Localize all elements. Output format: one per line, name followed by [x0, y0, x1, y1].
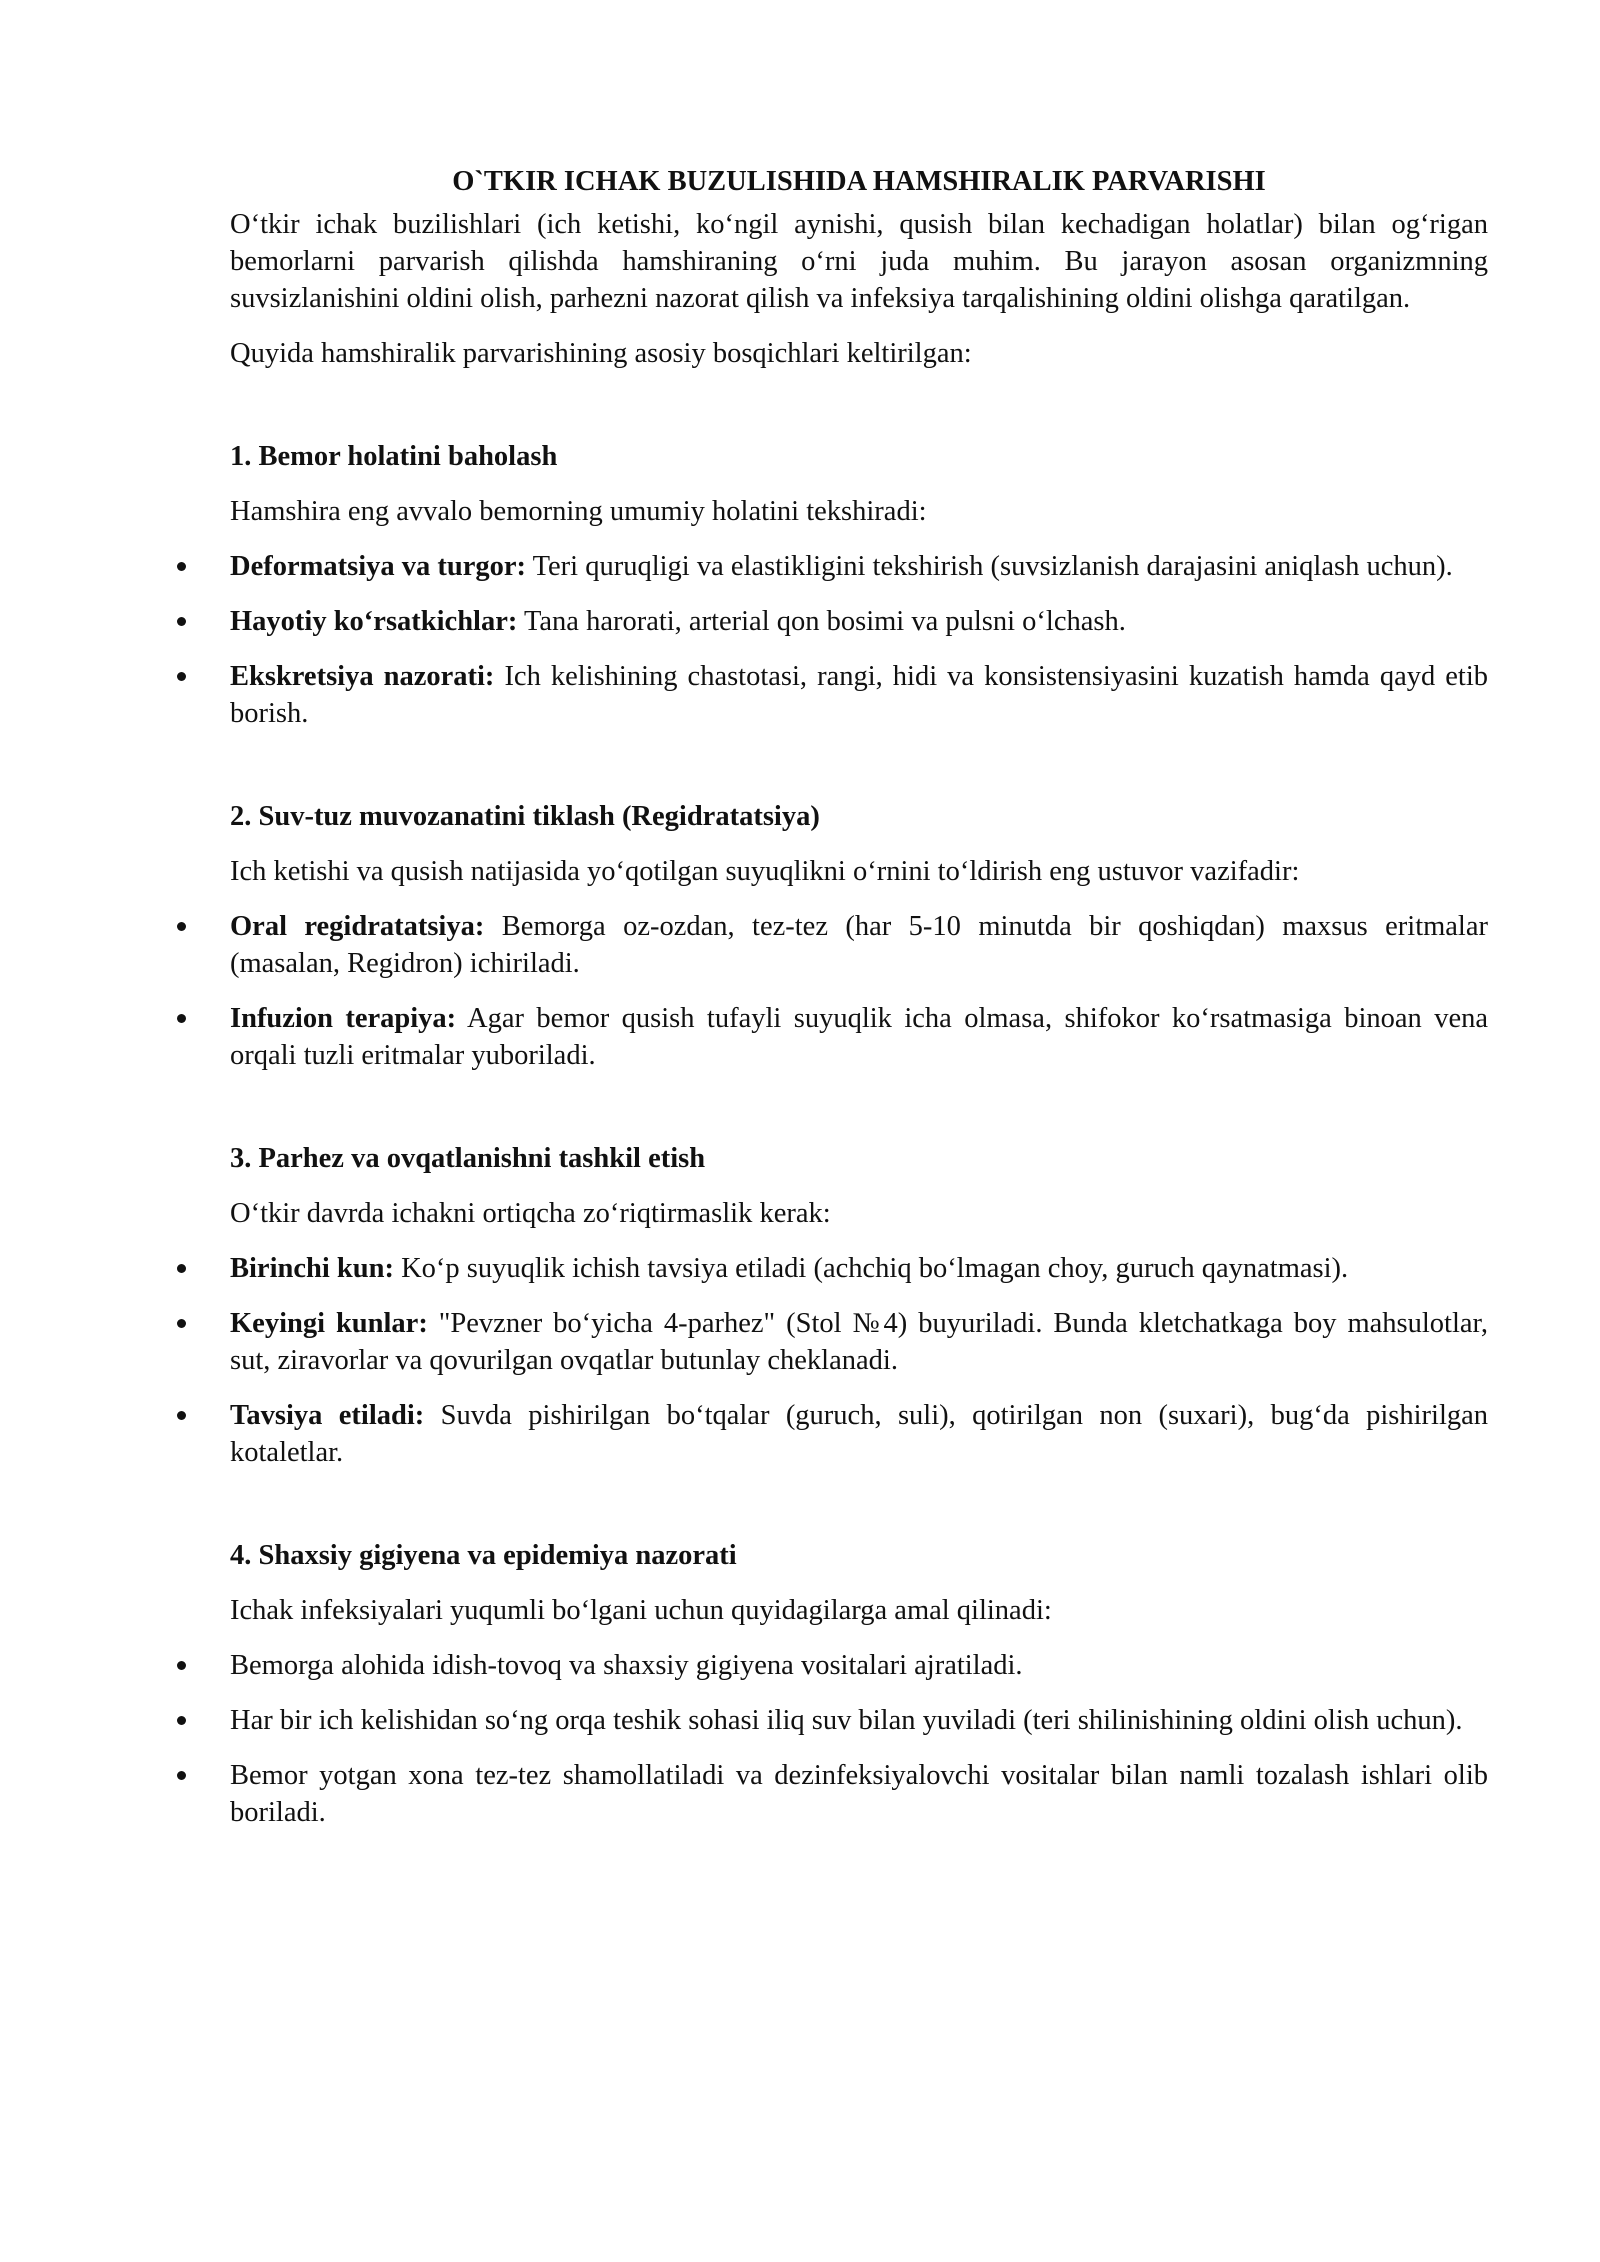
section-heading: 3. Parhez va ovqatlanishni tashkil etish [230, 1143, 706, 1174]
item-text: Ich kelishining chastotasi, rangi, hidi va konsistensiyasini kuzatish hamda qayd etib borish. [230, 661, 1488, 729]
bullet-icon [177, 672, 186, 681]
section-lead: Ichak infeksiyalari yuqumli bo‘lgani uchun quyidagilarga amal qilinadi: [230, 1595, 1052, 1626]
bullet-list [230, 1250, 1488, 1471]
bullet-icon [177, 562, 186, 571]
item-text: Bemor yotgan xona tez-tez shamollatiladi va dezinfeksiyalovchi vositalar bilan namli tozalash ishlari olib boriladi. [230, 1760, 1488, 1828]
document-body [230, 163, 1488, 1831]
section-heading: 4. Shaxsiy gigiyena va epidemiya nazorati [230, 1540, 737, 1571]
list-item [230, 1757, 1488, 1831]
section-heading: 1. Bemor holatini baholash [230, 441, 558, 472]
bullet-icon [177, 1411, 186, 1420]
item-text: "Pevzner bo‘yicha 4-parhez" (Stol №4) buyuriladi. Bunda kletchatkaga boy mahsulotlar, sut, ziravorlar va qovurilgan ovqatlar butunlay cheklanadi. [230, 1308, 1488, 1376]
item-label: Oral regidratatsiya: [230, 911, 485, 942]
item-text: Bemorga oz-ozdan, tez-tez (har 5-10 minutda bir qoshiqdan) maxsus eritmalar (masalan, Regidron) ichiriladi. [230, 911, 1488, 979]
section-heading: 2. Suv-tuz muvozanatini tiklash (Regidratatsiya) [230, 801, 820, 832]
item-text: Tana harorati, arterial qon bosimi va pulsni o‘lchash. [517, 606, 1126, 637]
item-label: Birinchi kun: [230, 1253, 394, 1284]
section-rehydration [230, 798, 1488, 1074]
item-text: Har bir ich kelishidan so‘ng orqa teshik sohasi iliq suv bilan yuviladi (teri shilinishining oldini olish uchun). [230, 1705, 1463, 1736]
section-lead: Ich ketishi va qusish natijasida yo‘qotilgan suyuqlikni o‘rnini to‘ldirish eng ustuvor vazifadir: [230, 856, 1300, 887]
section-hygiene [230, 1537, 1488, 1831]
bullet-icon [177, 1319, 186, 1328]
intro-paragraph: O‘tkir ichak buzilishlari (ich ketishi, ko‘ngil aynishi, qusish bilan kechadigan holatlar) bilan og‘rigan bemorlarni parvarish qilishda hamshiraning o‘rni juda muhim. Bu jarayon asosan organizmning suvsizlanishini oldini olish, parhezni nazorat qilish va infeksiya tarqalishining oldini olishga qaratilgan. [230, 209, 1488, 314]
list-item [230, 548, 1488, 585]
section-diet [230, 1140, 1488, 1471]
list-item [230, 908, 1488, 982]
list-item [230, 1250, 1488, 1287]
section-lead: Hamshira eng avvalo bemorning umumiy holatini tekshiradi: [230, 496, 927, 527]
bullet-icon [177, 1716, 186, 1725]
document-title: O`TKIR ICHAK BUZULISHIDA HAMSHIRALIK PARVARISHI [452, 166, 1266, 197]
section-assessment [230, 438, 1488, 732]
bullet-icon [177, 617, 186, 626]
item-text: Suvda pishirilgan bo‘tqalar (guruch, suli), qotirilgan non (suxari), bug‘da pishirilgan kotaletlar. [230, 1400, 1489, 1468]
list-item [230, 658, 1488, 732]
list-item [230, 1305, 1488, 1379]
item-text: Bemorga alohida idish-tovoq va shaxsiy gigiyena vositalari ajratiladi. [230, 1650, 1023, 1681]
list-item [230, 1647, 1488, 1684]
bullet-icon [177, 1264, 186, 1273]
item-text: Agar bemor qusish tufayli suyuqlik icha olmasa, shifokor ko‘rsatmasiga binoan vena orqali tuzli eritmalar yuboriladi. [230, 1003, 1488, 1071]
list-item [230, 1000, 1488, 1074]
bullet-icon [177, 1771, 186, 1780]
section-lead: O‘tkir davrda ichakni ortiqcha zo‘riqtirmaslik kerak: [230, 1198, 831, 1229]
bullet-icon [177, 1014, 186, 1023]
bullet-icon [177, 1661, 186, 1670]
item-label: Ekskretsiya nazorati: [230, 661, 495, 692]
list-item [230, 1702, 1488, 1739]
intro-lead: Quyida hamshiralik parvarishining asosiy bosqichlari keltirilgan: [230, 338, 972, 369]
list-item [230, 603, 1488, 640]
item-text: Ko‘p suyuqlik ichish tavsiya etiladi (achchiq bo‘lmagan choy, guruch qaynatmasi). [393, 1253, 1349, 1284]
item-label: Tavsiya etiladi: [230, 1400, 425, 1431]
bullet-list [230, 548, 1488, 732]
bullet-list [230, 1647, 1488, 1831]
item-label: Deformatsiya va turgor: [230, 551, 526, 582]
item-label: Hayotiy ko‘rsatkichlar: [230, 606, 518, 637]
list-item [230, 1397, 1488, 1471]
bullet-icon [177, 922, 186, 931]
item-label: Infuzion terapiya: [230, 1003, 457, 1034]
item-label: Keyingi kunlar: [230, 1308, 428, 1339]
item-text: Teri quruqligi va elastikligini tekshirish (suvsizlanish darajasini aniqlash uchun). [526, 551, 1453, 582]
bullet-list [230, 908, 1488, 1074]
